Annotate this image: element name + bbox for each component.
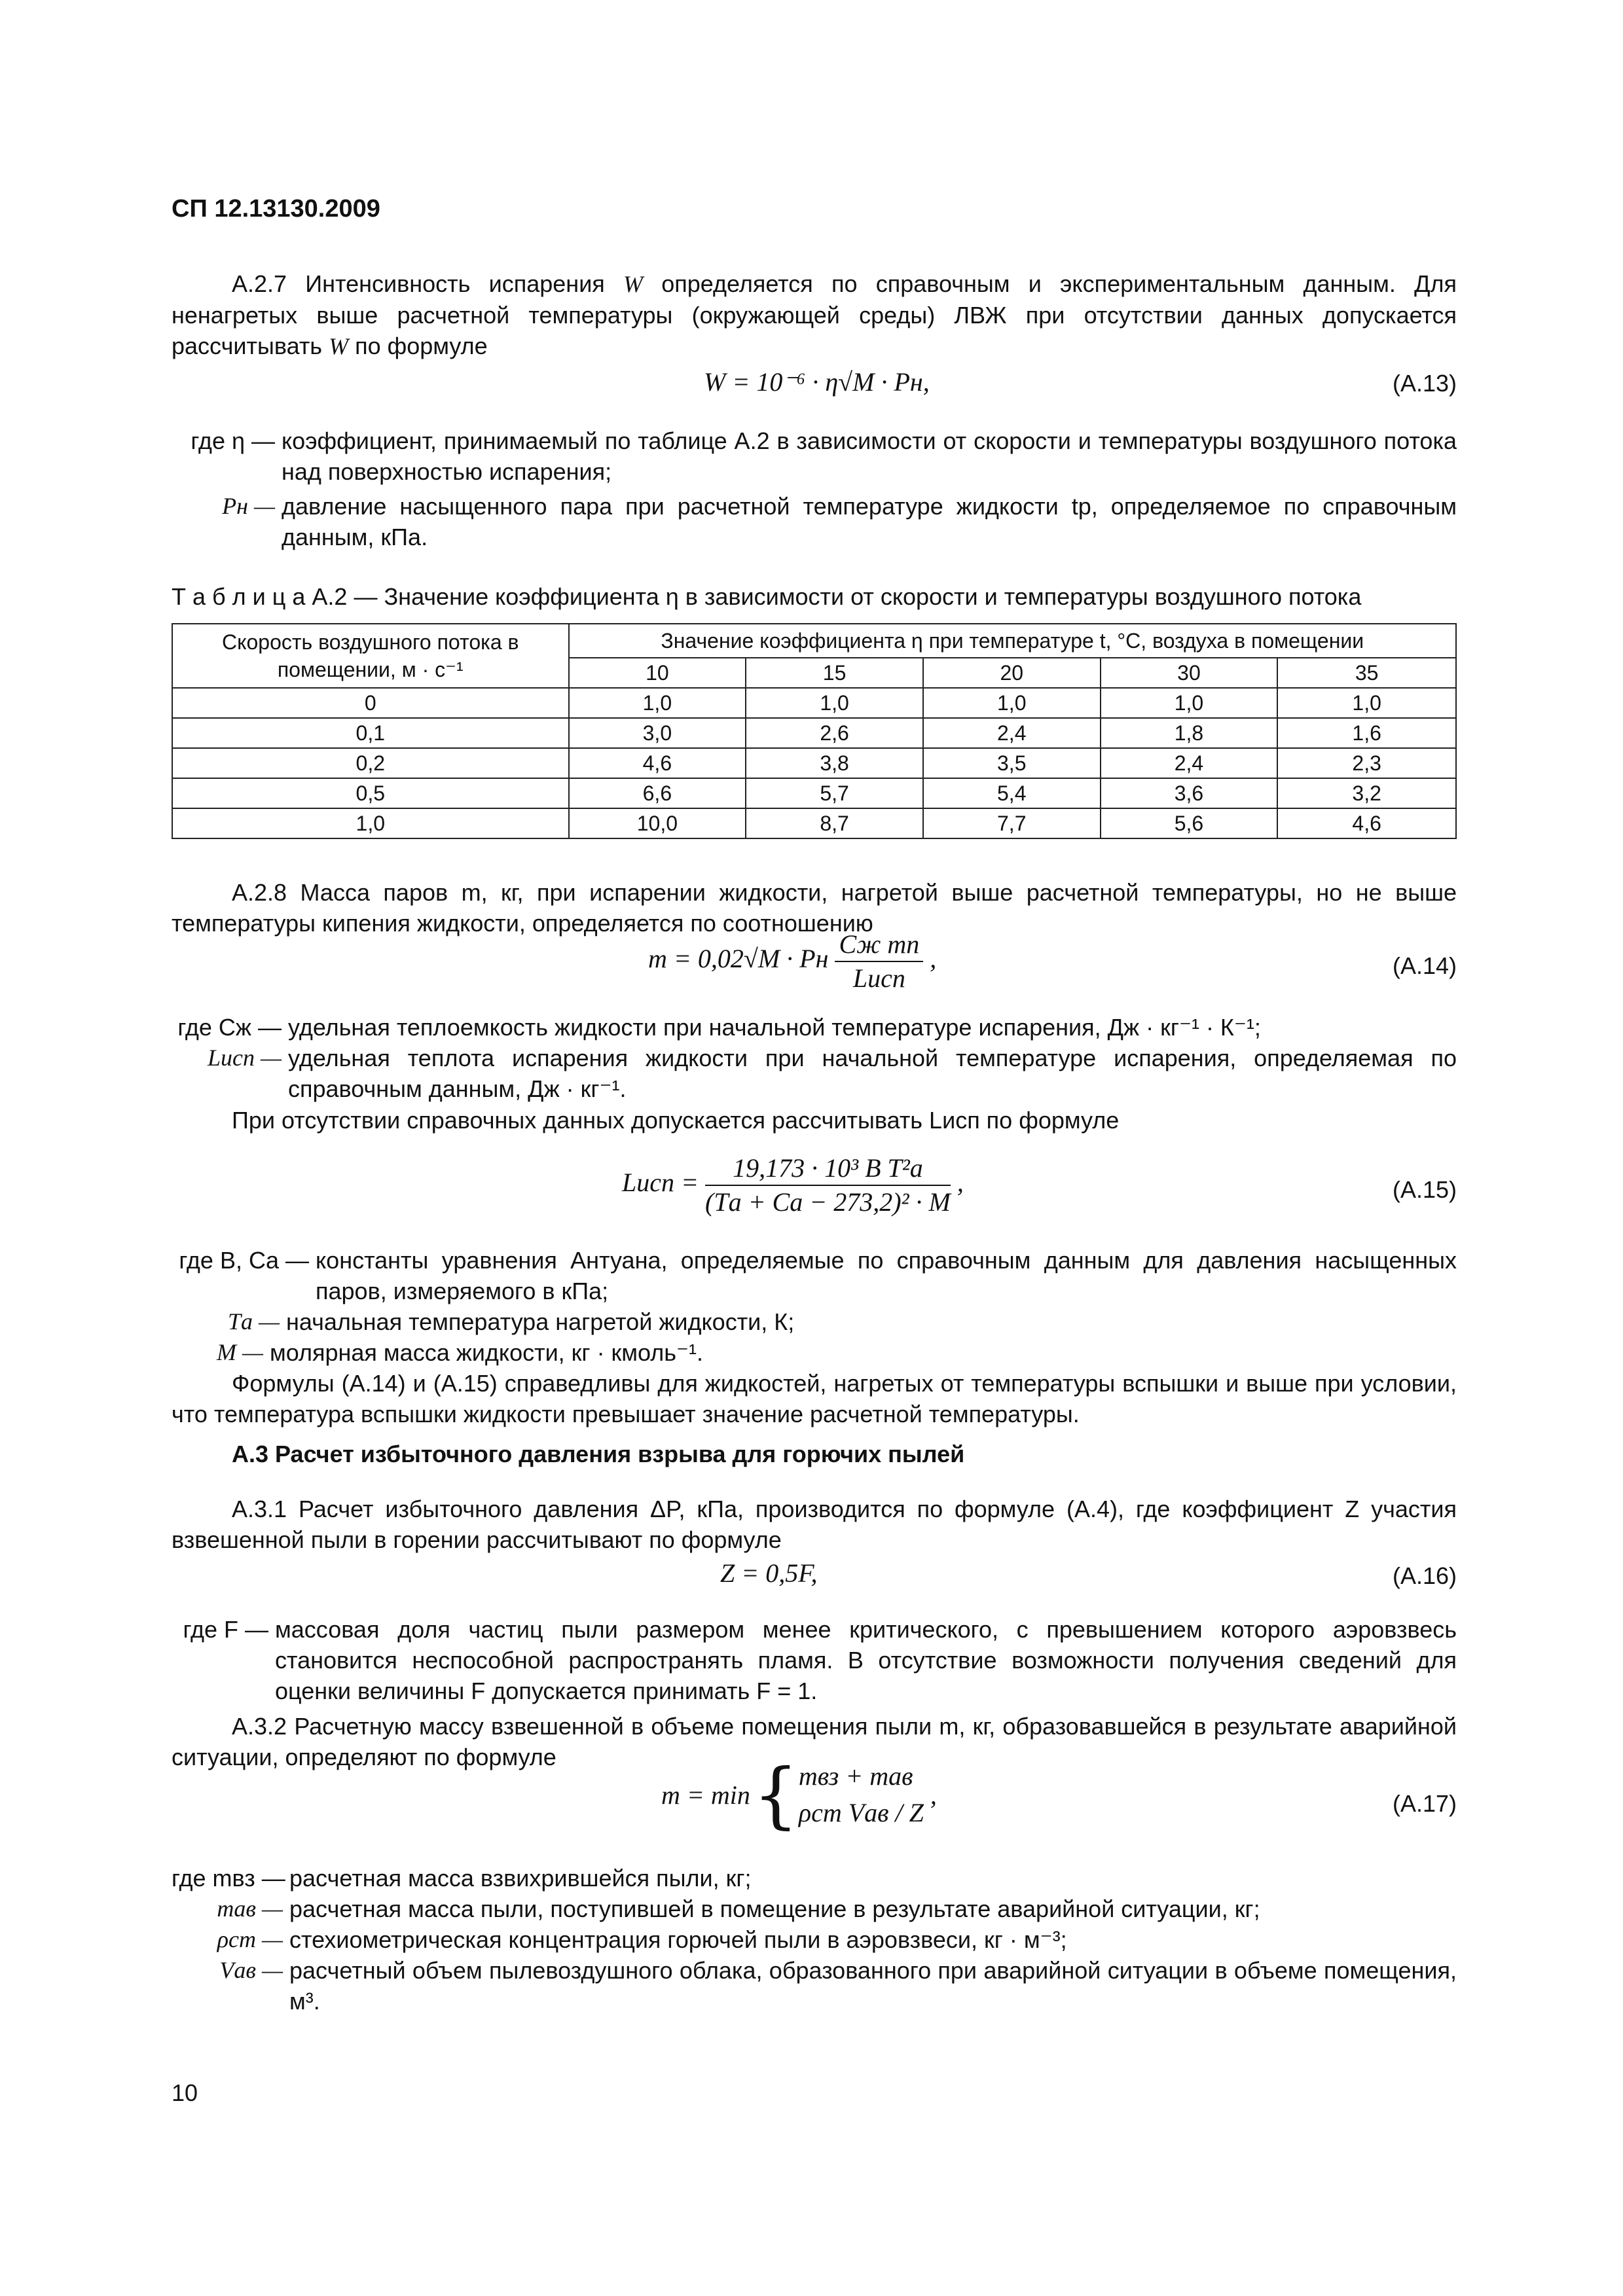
where-list-a17 <box>172 1863 1457 2017</box>
formula-a17: m = min { mвз + mав ρст Vав / Z , <box>661 1753 937 1837</box>
document-code: СП 12.13130.2009 <box>172 195 380 223</box>
section-heading-a3: А.3 Расчет избыточного давления взрыва для горючих пылей <box>232 1441 965 1467</box>
page-number: 10 <box>172 2079 198 2106</box>
equation-number-a17: (А.17) <box>1392 1790 1457 1817</box>
table-cell: 3,5 <box>923 748 1101 778</box>
table-cell: 1,0 <box>569 688 746 718</box>
table-cell: 6,6 <box>569 778 746 808</box>
where-item: mав — расчетная масса пыли, поступившей в помещение в результате аварийной ситуации, кг; <box>217 1895 1260 1922</box>
where-item: где η — коэффициент, принимаемый по таблице А.2 в зависимости от скорости и температуры воздушного потока над поверхностью испарения; <box>191 427 1457 485</box>
table-cell: 1,8 <box>1101 718 1278 748</box>
table-cell: 7,7 <box>923 808 1101 838</box>
paragraph-no-data: При отсутствии справочных данных допускается рассчитывать Lисп по формуле <box>232 1107 1120 1134</box>
table-cell: 8,7 <box>746 808 923 838</box>
formula-a15-numerator: 19,173 · 10³ B T²а <box>705 1152 951 1186</box>
where-list-a13 <box>172 425 1457 552</box>
table-row <box>172 748 1456 778</box>
table-header-temp: 15 <box>746 658 923 688</box>
formula-a17-bottom: ρст Vав / Z <box>798 1798 924 1827</box>
where-item: где mвз — расчетная масса взвихрившейся пыли, кг; <box>172 1865 752 1892</box>
where-list-a16 <box>172 1614 1457 1706</box>
where-list-a14 <box>172 1012 1457 1104</box>
table-cell: 1,0 <box>923 688 1101 718</box>
table-cell: 3,6 <box>1101 778 1278 808</box>
formula-a15: Lисп = $\frac{\text{19,173 · 10³ B T²а}}{\text{(Tа + Cа − 273,2)² · M}}$ , <box>622 1152 964 1219</box>
where-item: где B, Cа — константы уравнения Антуана, определяемые по справочным данным для давления насыщенных паров, измеряемого в кПа; <box>179 1247 1457 1304</box>
table-cell: 1,6 <box>1277 718 1456 748</box>
where-item: ρст — стехиометрическая концентрация горючей пыли в аэровзвеси, кг · м⁻³; <box>217 1926 1067 1953</box>
table-cell: 3,2 <box>1277 778 1456 808</box>
table-header-temp: 30 <box>1101 658 1278 688</box>
where-item: где Cж — удельная теплоемкость жидкости при начальной температуре испарения, Дж · кг⁻¹ · К⁻¹; <box>177 1014 1261 1041</box>
paragraph-a32: А.3.2 Расчетную массу взвешенной в объеме помещения пыли m, кг, образовавшейся в результате аварийной ситуации, определяют по формуле <box>172 1713 1457 1770</box>
table-header-speed: Скорость воздушного потока в помещении, м · с⁻¹ <box>172 624 569 688</box>
table-cell: 5,4 <box>923 778 1101 808</box>
equation-number-a13: (А.13) <box>1392 370 1457 397</box>
where-list-a15 <box>172 1245 1457 1368</box>
paragraph-a31: А.3.1 Расчет избыточного давления ΔP, кПа, производится по формуле (А.4), где коэффициент Z участия взвешенной пыли в горении рассчитывают по формуле <box>172 1496 1457 1553</box>
where-item: Vав — расчетный объем пылевоздушного облака, образованного при аварийной ситуации в объеме помещения, м³. <box>219 1957 1457 2015</box>
formula-a14-numerator: Cж mп <box>835 928 923 962</box>
table-cell: 2,4 <box>1101 748 1278 778</box>
table-header-temp: 10 <box>569 658 746 688</box>
table-cell: 1,0 <box>172 808 569 838</box>
formula-a16: Z = 0,5F, <box>720 1558 818 1588</box>
formula-a13: W = 10⁻⁶ · η√M · Pн, <box>704 367 930 397</box>
table-row <box>172 718 1456 748</box>
formula-a14: m = 0,02√M · Pн $\frac{\text{Cж mп}}{\text{Lисп}}$ , <box>648 928 936 995</box>
formula-a14-denominator: Lисп <box>852 963 905 993</box>
formula-a17-top: mвз + mав <box>798 1761 913 1791</box>
where-item: M — молярная масса жидкости, кг · кмоль⁻¹. <box>217 1339 704 1366</box>
where-item: Lисп — удельная теплота испарения жидкости при начальной температуре испарения, определяемая по справочным данным, Дж · кг⁻¹. <box>207 1045 1457 1102</box>
table-row <box>172 778 1456 808</box>
paragraph-note: Формулы (А.14) и (А.15) справедливы для жидкостей, нагретых от температуры вспышки и выше при условии, что температура вспышки жидкости превышает значение расчетной температуры. <box>172 1370 1457 1427</box>
table-header-group: Значение коэффициента η при температуре t, °С, воздуха в помещении <box>569 624 1456 658</box>
where-item: Tа — начальная температура нагретой жидкости, К; <box>227 1308 795 1335</box>
table-cell: 1,0 <box>1277 688 1456 718</box>
table-cell: 5,6 <box>1101 808 1278 838</box>
table-cell: 0 <box>172 688 569 718</box>
table-cell: 1,0 <box>746 688 923 718</box>
table-cell: 2,6 <box>746 718 923 748</box>
table-cell: 5,7 <box>746 778 923 808</box>
table-cell: 3,8 <box>746 748 923 778</box>
table-cell: 2,4 <box>923 718 1101 748</box>
table-cell: 0,1 <box>172 718 569 748</box>
table-cell: 10,0 <box>569 808 746 838</box>
table-caption: Т а б л и ц а А.2 — Значение коэффициента η в зависимости от скорости и температуры воздушного потока <box>172 583 1362 610</box>
formula-a15-left: Lисп = <box>622 1168 699 1198</box>
table-cell: 4,6 <box>1277 808 1456 838</box>
table-cell: 0,2 <box>172 748 569 778</box>
formula-a15-denominator: (Tа + Cа − 273,2)² · M <box>705 1187 951 1217</box>
equation-number-a16: (А.16) <box>1392 1562 1457 1589</box>
formula-a17-left: m = min <box>661 1780 750 1810</box>
table-cell: 2,3 <box>1277 748 1456 778</box>
equation-number-a15: (А.15) <box>1392 1176 1457 1203</box>
formula-a14-left: m = 0,02√M · Pн <box>648 944 829 974</box>
brace-symbol: { <box>752 1753 799 1837</box>
table-cell: 4,6 <box>569 748 746 778</box>
paragraph-a27: А.2.7 Интенсивность испарения W определяется по справочным и экспериментальным данным. Для ненагретых выше расчетной температуры (окружающей среды) ЛВЖ при отсутствии данных допускается рассчитывать W по формуле <box>172 270 1457 359</box>
where-item: где F — массовая доля частиц пыли размером менее критического, с превышением которого аэровзвесь становится неспособной распространять пламя. В отсутствие возможности получения сведений для оценки величины F допускается принимать F = 1. <box>183 1616 1457 1704</box>
table-header-temp: 20 <box>923 658 1101 688</box>
table-row <box>172 808 1456 838</box>
table-row <box>172 688 1456 718</box>
paragraph-a28: А.2.8 Масса паров m, кг, при испарении жидкости, нагретой выше расчетной температуры, но не выше температуры кипения жидкости, определяется по соотношению <box>172 879 1457 937</box>
table-cell: 1,0 <box>1101 688 1278 718</box>
table-cell: 0,5 <box>172 778 569 808</box>
table-cell: 3,0 <box>569 718 746 748</box>
where-item: Pн — давление насыщенного пара при расчетной температуре жидкости tр, определяемое по справочным данным, кПа. <box>222 493 1457 550</box>
table-header-temp: 35 <box>1277 658 1456 688</box>
equation-number-a14: (А.14) <box>1392 952 1457 979</box>
coefficient-table <box>172 623 1457 839</box>
